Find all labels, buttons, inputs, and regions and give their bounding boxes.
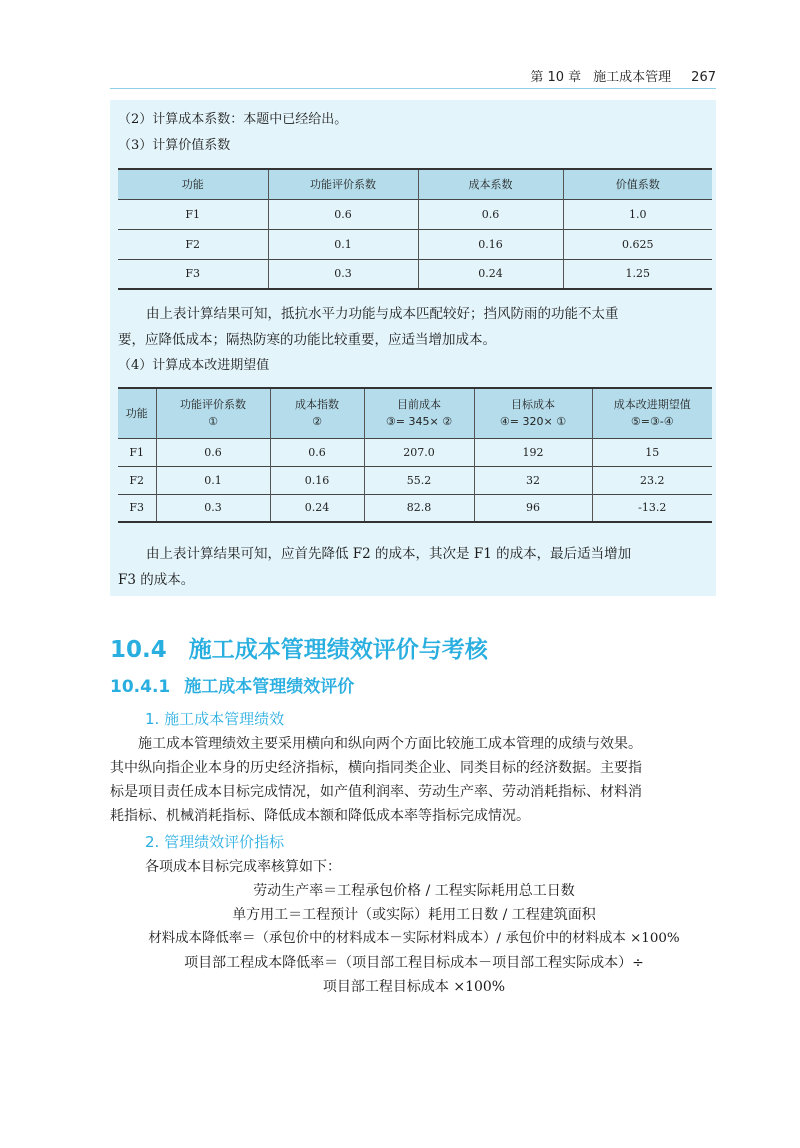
item-1-line-2: 其中纵向指企业本身的历史经济指标，横向指同类企业、同类目标的经济数据。主要指 xyxy=(110,760,642,776)
page-number: 267 xyxy=(691,70,716,85)
table-cell: 0.6 xyxy=(418,199,563,229)
table-header-cell xyxy=(118,388,156,438)
formula-project-cost-reduction-line-2: 项目部工程目标成本 ×100% xyxy=(322,979,506,995)
item-1-heading: 1. 施工成本管理绩效 xyxy=(145,710,285,728)
subsection-title: 施工成本管理绩效评价 xyxy=(184,677,355,697)
header-line: ② xyxy=(312,415,322,429)
header-line: 功能 xyxy=(125,406,148,420)
table-cell: -13.2 xyxy=(592,494,712,522)
section-title: 施工成本管理绩效评价与考核 xyxy=(188,637,488,663)
header-line: 成本指数 xyxy=(295,398,339,412)
table-header-cell xyxy=(592,388,712,438)
step-3-text: （3）计算价值系数 xyxy=(118,138,231,153)
table-cell: F3 xyxy=(118,259,268,289)
table-header-cell: 成本系数 xyxy=(418,169,563,199)
formula-material-cost-reduction: 材料成本降低率＝（承包价中的材料成本－实际材料成本）/ 承包价中的材料成本 ×100% xyxy=(148,931,680,946)
table-cell: 15 xyxy=(592,438,712,466)
header-rule xyxy=(110,88,716,89)
item-1-line-3: 标是项目责任成本目标完成情况，如产值利润率、劳动生产率、劳动消耗指标、材料消 xyxy=(110,784,642,800)
table-row xyxy=(118,466,712,494)
header-line: 目前成本 xyxy=(397,398,441,412)
item-2-heading: 2. 管理绩效评价指标 xyxy=(145,833,285,851)
header-line: ① xyxy=(208,415,218,429)
table-cell: F1 xyxy=(118,199,268,229)
table-cell: F3 xyxy=(118,494,156,522)
table-row xyxy=(118,199,712,229)
table-header-cell: 功能 xyxy=(118,169,268,199)
table-header-row xyxy=(118,388,712,438)
analysis-1-line-1: 由上表计算结果可知，抵抗水平力功能与成本匹配较好；挡风防雨的功能不太重 xyxy=(146,306,619,322)
table-row xyxy=(118,438,712,466)
table-cell: 0.24 xyxy=(270,494,364,522)
header-line: ③= 345× ② xyxy=(385,415,453,429)
header-line: 功能评价系数 xyxy=(180,398,246,412)
running-header xyxy=(110,66,716,92)
table-cell: F2 xyxy=(118,466,156,494)
item-1-line-1: 施工成本管理绩效主要采用横向和纵向两个方面比较施工成本管理的成绩与效果。 xyxy=(138,736,642,752)
header-line: 目标成本 xyxy=(511,398,555,412)
table-row xyxy=(118,494,712,522)
table-cell: 55.2 xyxy=(364,466,474,494)
table-header-cell: 功能评价系数 xyxy=(268,169,418,199)
table-cell: 0.1 xyxy=(268,229,418,259)
value-coefficient-table xyxy=(118,168,712,290)
table-cell: 0.16 xyxy=(418,229,563,259)
table-header-row xyxy=(118,169,712,199)
table-cell: 0.1 xyxy=(156,466,270,494)
table-cell: 0.3 xyxy=(268,259,418,289)
subsection-number: 10.4.1 xyxy=(110,677,171,697)
analysis-2-line-2: F3 的成本。 xyxy=(118,572,195,588)
table-header-cell xyxy=(156,388,270,438)
formula-labor-productivity: 劳动生产率＝工程承包价格 / 工程实际耗用总工日数 xyxy=(253,883,575,899)
header-text xyxy=(530,66,716,85)
step-4-text: （4）计算成本改进期望值 xyxy=(118,358,270,373)
header-line: ⑤=③-④ xyxy=(630,415,674,429)
table-cell: 0.24 xyxy=(418,259,563,289)
table-header-cell xyxy=(474,388,592,438)
table-cell: 82.8 xyxy=(364,494,474,522)
table-header-cell: 价值系数 xyxy=(563,169,712,199)
formula-unit-labor: 单方用工＝工程预计（或实际）耗用工日数 / 工程建筑面积 xyxy=(232,907,596,923)
header-line: 成本改进期望值 xyxy=(613,398,691,412)
table-cell: 0.625 xyxy=(563,229,712,259)
table-cell: 96 xyxy=(474,494,592,522)
table-row xyxy=(118,259,712,289)
section-heading xyxy=(110,631,488,664)
item-2-intro: 各项成本目标完成率核算如下： xyxy=(145,859,341,875)
section-number: 10.4 xyxy=(110,637,167,663)
table-cell: 1.25 xyxy=(563,259,712,289)
table-cell: 207.0 xyxy=(364,438,474,466)
table-header-cell xyxy=(364,388,474,438)
header-chapter: 第 10 章 xyxy=(530,70,582,85)
table-cell: 0.6 xyxy=(268,199,418,229)
table-cell: 0.16 xyxy=(270,466,364,494)
subsection-heading xyxy=(110,672,354,697)
table-cell: 23.2 xyxy=(592,466,712,494)
table-cell: 1.0 xyxy=(563,199,712,229)
table-cell: 0.6 xyxy=(270,438,364,466)
table-row xyxy=(118,229,712,259)
analysis-1-line-2: 要，应降低成本；隔热防寒的功能比较重要，应适当增加成本。 xyxy=(118,332,496,348)
step-2-text: （2）计算成本系数：本题中已经给出。 xyxy=(118,112,348,127)
item-1-line-4: 耗指标、机械消耗指标、降低成本额和降低成本率等指标完成情况。 xyxy=(110,808,530,824)
table-cell: F2 xyxy=(118,229,268,259)
cost-improvement-table xyxy=(118,387,712,523)
table-cell: F1 xyxy=(118,438,156,466)
header-section: 施工成本管理 xyxy=(593,70,672,85)
analysis-2-line-1: 由上表计算结果可知，应首先降低 F2 的成本，其次是 F1 的成本，最后适当增加 xyxy=(146,546,632,562)
table-cell: 192 xyxy=(474,438,592,466)
table-cell: 0.6 xyxy=(156,438,270,466)
formula-project-cost-reduction-line-1: 项目部工程成本降低率＝（项目部工程目标成本－项目部工程实际成本）÷ xyxy=(184,955,644,971)
table-header-cell xyxy=(270,388,364,438)
header-line: ④= 320× ① xyxy=(499,415,567,429)
table-cell: 0.3 xyxy=(156,494,270,522)
table-cell: 32 xyxy=(474,466,592,494)
